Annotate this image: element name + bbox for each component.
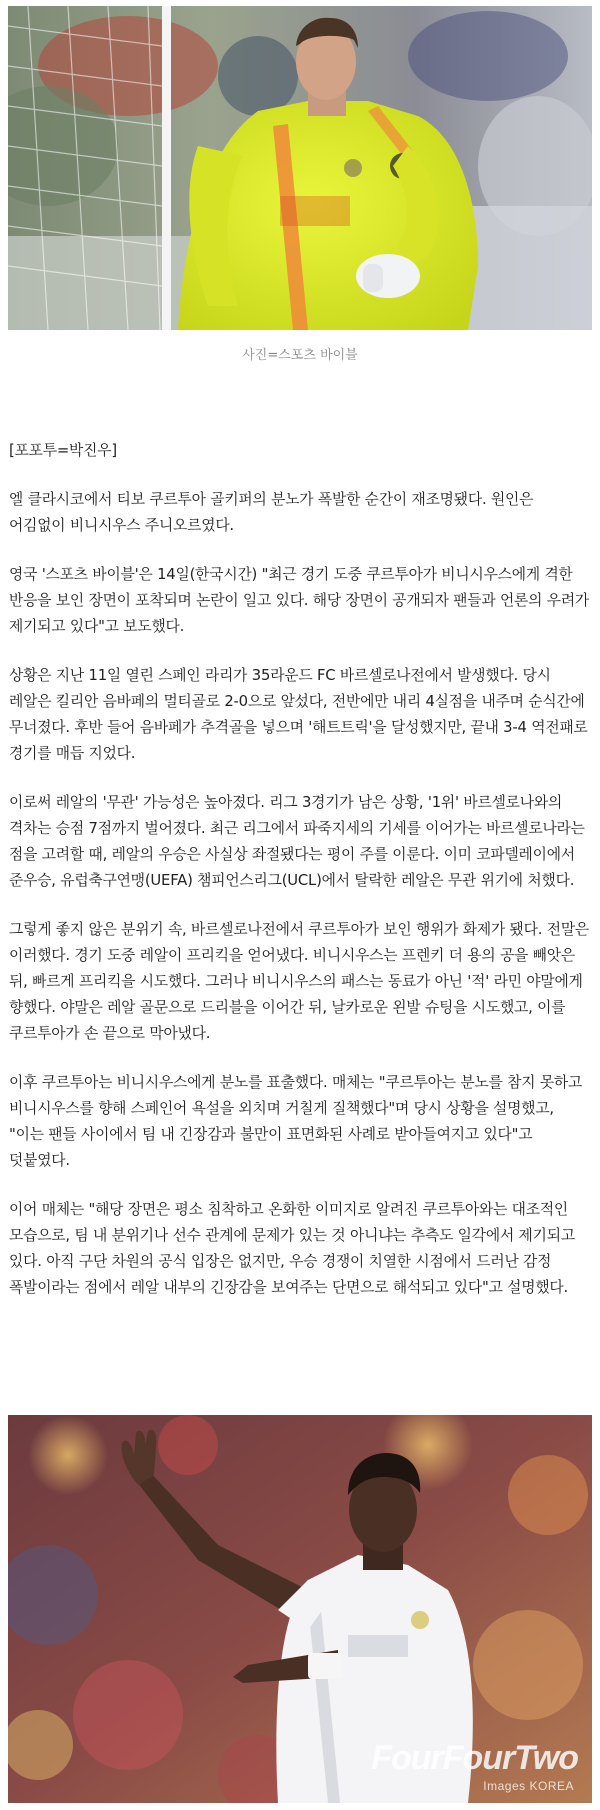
photo-watermark: FourFourTwo: [371, 1739, 578, 1777]
article-paragraph: 그렇게 좋지 않은 분위기 속, 바르셀로나전에서 쿠르투아가 보인 행위가 화제가 됐다. 전말은 이러했다. 경기 도중 레알이 프리킥을 얻어냈다. 비니시우스는 프렌키 더 용의 공을 빼앗은 뒤, 빠르게 프리킥을 시도했다. 그러나 비니시우스의 패스는 동료가 아닌 '적' 라민 야말에게 향했다. 야말은 레알 골문으로 드리블을 이어간 뒤, 날카로운 왼발 슈팅을 시도했고, 이를 쿠르투아가 손 끝으로 막아냈다.: [9, 921, 590, 1042]
article-paragraph: 이어 매체는 "해당 장면은 평소 침착하고 온화한 이미지로 알려진 쿠르투아와는 대조적인 모습으로, 팀 내 분위기나 선수 관계에 문제가 있는 것 아니냐는 추측도 일각에서 제기되고 있다. 아직 구단 차원의 공식 입장은 없지만, 우승 경쟁이 치열한 시점에서 드러난 감정 폭발이라는 점에서 레알 내부의 긴장감을 보여주는 단면으로 해석되고 있다"고 설명했다.: [9, 1201, 575, 1296]
article-body: [9, 438, 591, 1324]
goalkeeper-photo-image: [8, 6, 592, 330]
goalkeeper-photo: [8, 6, 592, 330]
article-paragraph: 이후 쿠르투아는 비니시우스에게 분노를 표출했다. 매체는 "쿠르투아는 분노를 참지 못하고 비니시우스를 향해 스페인어 욕설을 외치며 거칠게 질책했다"며 당시 상황을 설명했고, "이는 팬들 사이에서 팀 내 긴장감과 불만이 표면화된 사례로 받아들여지고 있다"고 덧붙였다.: [9, 1074, 583, 1169]
photo-watermark-sub: Images KOREA: [483, 1779, 574, 1793]
article-paragraph: 엘 클라시코에서 티보 쿠르투아 골키퍼의 분노가 폭발한 순간이 재조명됐다. 원인은 어김없이 비니시우스 주니오르였다.: [9, 491, 534, 534]
photo-caption: 사진=스포츠 바이블: [242, 348, 358, 363]
article-paragraph: 영국 '스포츠 바이블'은 14일(한국시간) "최근 경기 도중 쿠르투아가 비니시우스에게 격한 반응을 보인 장면이 포착되며 논란이 일고 있다. 해당 장면이 공개되자 팬들과 언론의 우려가 제기되고 있다"고 보도했다.: [9, 566, 590, 635]
article-byline: [포포투=박진우]: [9, 442, 117, 459]
article-paragraph: 이로써 레알의 '무관' 가능성은 높아졌다. 리그 3경기가 남은 상황, '1위' 바르셀로나와의 격차는 승점 7점까지 벌어졌다. 최근 리그에서 파죽지세의 기세를 이어가는 바르셀로나라는 점을 고려할 때, 레알의 우승은 사실상 좌절됐다는 평이 주를 이룬다. 이미 코파델레이에서 준우승, 유럽축구연맹(UEFA) 챔피언스리그(UCL)에서 탈락한 레알은 무관 위기에 처했다.: [9, 794, 585, 889]
player-photo: [8, 1415, 592, 1803]
article-paragraph: 상황은 지난 11일 열린 스페인 라리가 35라운드 FC 바르셀로나전에서 발생했다. 당시 레알은 킬리안 음바페의 멀티골로 2-0으로 앞섰다, 전반에만 내리 4실점을 내주며 순식간에 무너졌다. 후반 들어 음바페가 추격골을 넣으며 '해트트릭'을 달성했지만, 끝내 3-4 역전패로 경기를 매듭 지었다.: [9, 667, 588, 762]
